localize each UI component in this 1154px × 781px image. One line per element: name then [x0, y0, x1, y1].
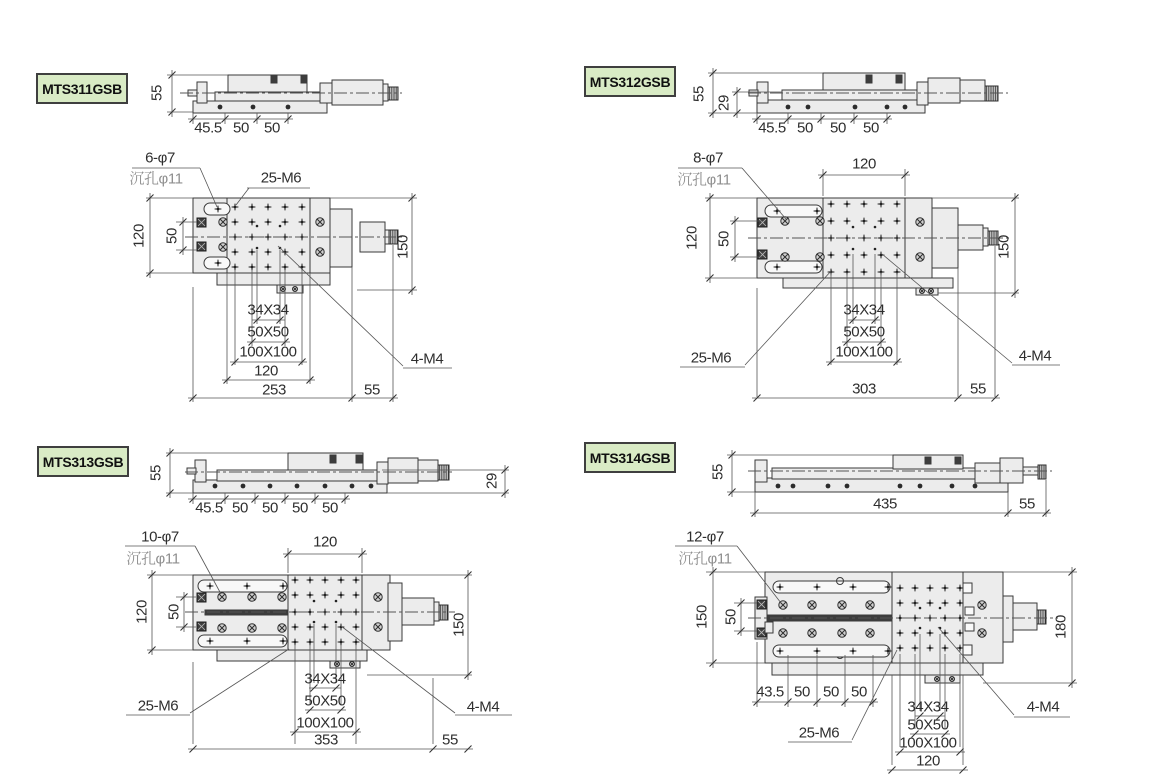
- dim-label: 120: [852, 155, 876, 173]
- dim-label: 50: [322, 499, 338, 517]
- hole-count-callout: 6-φ7: [145, 149, 175, 167]
- dim-label: 253: [262, 381, 286, 399]
- dim-label: 120: [683, 226, 701, 250]
- product-name-label: MTS313GSB: [37, 446, 129, 477]
- dim-label: 50: [163, 228, 181, 244]
- dim-label: 150: [394, 235, 412, 259]
- counterbore-callout: 沉孔φ11: [677, 171, 731, 189]
- counterbore-callout: 沉孔φ11: [678, 550, 732, 568]
- dim-label: 50: [797, 119, 813, 137]
- product-name-label: MTS312GSB: [584, 66, 676, 97]
- dim-label: 50: [863, 119, 879, 137]
- dim-label: 50: [794, 683, 810, 701]
- dim-label: 50: [264, 119, 280, 137]
- dim-label: 45.5: [194, 119, 222, 137]
- dim-label: 45.5: [758, 119, 786, 137]
- dim-label: 50X50: [247, 323, 289, 341]
- dim-label: 55: [364, 381, 380, 399]
- dim-label: 34X34: [304, 670, 346, 688]
- counterbore-callout: 沉孔φ11: [126, 550, 180, 568]
- dim-label: 55: [970, 380, 986, 398]
- dim-label: 34X34: [907, 698, 949, 716]
- product-name-label: MTS311GSB: [36, 73, 128, 104]
- dim-label: 55: [709, 464, 727, 480]
- dim-label: 150: [450, 613, 468, 637]
- dim-label: 50: [823, 683, 839, 701]
- dim-label: 50: [722, 609, 740, 625]
- grid-thread-callout: 25-M6: [690, 349, 732, 367]
- dim-label: 50: [715, 231, 733, 247]
- dim-label: 120: [254, 362, 278, 380]
- dim-label: 435: [873, 495, 897, 513]
- dim-label: 150: [693, 605, 711, 629]
- dim-label: 50: [165, 604, 183, 620]
- dim-label: 120: [916, 752, 940, 770]
- corner-thread-callout: 4-M4: [410, 350, 444, 368]
- grid-thread-callout: 25-M6: [798, 724, 840, 742]
- dim-label: 50X50: [843, 323, 885, 341]
- dim-label: 50: [830, 119, 846, 137]
- dim-label: 50: [292, 499, 308, 517]
- dim-label: 29: [715, 95, 733, 111]
- dim-label: 180: [1052, 615, 1070, 639]
- grid-thread-callout: 25-M6: [260, 169, 302, 187]
- dim-label: 120: [133, 600, 151, 624]
- counterbore-callout: 沉孔φ11: [129, 170, 183, 188]
- dim-label: 55: [147, 465, 165, 481]
- dim-label: 100X100: [899, 734, 957, 752]
- hole-count-callout: 10-φ7: [141, 528, 179, 546]
- corner-thread-callout: 4-M4: [1026, 698, 1060, 716]
- dim-label: 55: [442, 731, 458, 749]
- dim-label: 29: [483, 473, 501, 489]
- dim-label: 55: [148, 85, 166, 101]
- dim-label: 50: [233, 119, 249, 137]
- dim-label: 100X100: [239, 343, 297, 361]
- hole-count-callout: 8-φ7: [693, 149, 723, 167]
- dim-label: 120: [130, 224, 148, 248]
- dim-label: 50: [262, 499, 278, 517]
- grid-thread-callout: 25-M6: [137, 697, 179, 715]
- corner-thread-callout: 4-M4: [1018, 347, 1052, 365]
- corner-thread-callout: 4-M4: [466, 698, 500, 716]
- hole-count-callout: 12-φ7: [686, 528, 724, 546]
- dim-label: 50: [851, 683, 867, 701]
- dim-label: 303: [852, 380, 876, 398]
- dim-label: 34X34: [247, 301, 289, 319]
- dim-label: 43.5: [756, 683, 784, 701]
- dim-label: 150: [995, 235, 1013, 259]
- dim-label: 50X50: [907, 716, 949, 734]
- dim-label: 34X34: [843, 301, 885, 319]
- dim-label: 100X100: [835, 343, 893, 361]
- dim-label: 45.5: [195, 499, 223, 517]
- dim-label: 120: [313, 533, 337, 551]
- dim-label: 50X50: [304, 692, 346, 710]
- product-name-label: MTS314GSB: [584, 442, 676, 473]
- dim-label: 353: [314, 731, 338, 749]
- dim-label: 50: [232, 499, 248, 517]
- dim-label: 100X100: [296, 714, 354, 732]
- dim-label: 55: [690, 86, 708, 102]
- dim-label: 55: [1019, 495, 1035, 513]
